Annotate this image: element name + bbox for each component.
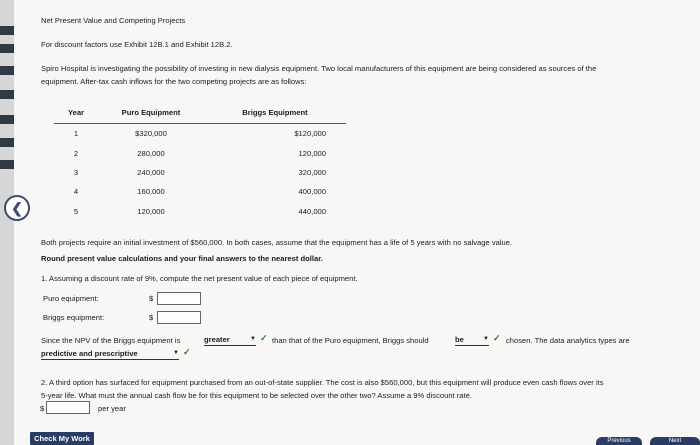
col-puro: Puro Equipment xyxy=(98,108,204,124)
previous-button[interactable] xyxy=(596,437,642,445)
back-button[interactable] xyxy=(4,195,30,221)
unit-label: per year xyxy=(98,404,126,413)
cell-year: 3 xyxy=(73,167,79,177)
cell-puro: 280,000 xyxy=(137,148,165,158)
table-row xyxy=(54,182,346,201)
cell-briggs: 120,000 xyxy=(298,148,326,158)
briggs-label: Briggs equipment: xyxy=(43,313,105,322)
briggs-npv-input[interactable] xyxy=(157,311,201,324)
table-row xyxy=(54,124,346,144)
chevron-left-icon: ❮ xyxy=(11,199,23,216)
cell-puro: 120,000 xyxy=(137,206,165,216)
q2-line-1: 2. A third option has surfaced for equipment purchased from an out-of-state supplier. The cost is also $560,000, but this equipment will produce even cash flows over its xyxy=(41,378,604,387)
cell-briggs: 440,000 xyxy=(298,206,326,216)
decision-dropdown[interactable] xyxy=(455,333,489,346)
comparison-dropdown[interactable] xyxy=(204,333,256,346)
previous-label: Previous xyxy=(607,438,631,444)
table-row xyxy=(54,202,346,221)
decision-value: be xyxy=(455,334,464,344)
col-year: Year xyxy=(54,108,98,124)
currency-symbol: $ xyxy=(40,404,45,413)
checkmark-icon: ✓ xyxy=(260,333,268,343)
checkmark-icon: ✓ xyxy=(183,347,191,357)
since-text-suffix: chosen. The data analytics types are xyxy=(506,336,630,345)
cell-briggs: 320,000 xyxy=(298,167,326,177)
cell-briggs: $120,000 xyxy=(294,129,326,139)
cell-puro: $320,000 xyxy=(135,129,167,139)
analytics-type-value: predictive and prescriptive xyxy=(41,348,138,358)
dropdown-arrow-icon: ▼ xyxy=(173,350,179,356)
next-button[interactable] xyxy=(650,437,700,445)
table-row xyxy=(54,163,346,182)
dropdown-arrow-icon: ▼ xyxy=(250,336,256,342)
cell-puro: 160,000 xyxy=(137,187,165,197)
check-my-work-button[interactable]: Check My Work xyxy=(30,432,94,445)
rounding-note: Round present value calculations and your final answers to the nearest dollar. xyxy=(41,254,323,263)
puro-npv-input[interactable] xyxy=(157,292,201,305)
annual-cash-flow-input[interactable] xyxy=(46,401,90,414)
next-label: Next xyxy=(668,438,682,444)
q2-line-2: 5-year life. What must the annual cash flow be for this equipment to be selected over the other two? Assume a 9% discount rate. xyxy=(41,391,472,400)
table-row xyxy=(54,143,346,162)
exhibit-note: For discount factors use Exhibit 12B.1 and Exhibit 12B.2. xyxy=(41,40,233,49)
puro-label: Puro equipment: xyxy=(43,294,99,303)
currency-symbol: $ xyxy=(149,313,154,322)
analytics-type-dropdown[interactable] xyxy=(41,347,179,360)
since-text-mid: than that of the Puro equipment, Briggs should xyxy=(272,336,429,345)
investment-note: Both projects require an initial investment of $560,000. In both cases, assume that the equipment has a life of 5 years with no salvage value. xyxy=(41,238,513,247)
comparison-value: greater xyxy=(204,334,230,344)
content-panel xyxy=(14,0,700,445)
intro-line-1: Spiro Hospital is investigating the possibility of investing in new dialysis equipment. Two local manufacturers of this equipment are being considered as sources of the xyxy=(41,64,597,73)
intro-line-2: equipment. After-tax cash inflows for the two competing projects are as follows: xyxy=(41,77,307,86)
page-title: Net Present Value and Competing Projects xyxy=(41,16,186,25)
checkmark-icon: ✓ xyxy=(493,333,501,343)
cash-flow-table xyxy=(54,108,346,221)
cell-year: 1 xyxy=(73,129,79,139)
cell-year: 5 xyxy=(73,206,79,216)
since-text-prefix: Since the NPV of the Briggs equipment is xyxy=(41,336,181,345)
table-header-row xyxy=(54,108,346,124)
col-briggs: Briggs Equipment xyxy=(204,108,346,124)
cell-puro: 240,000 xyxy=(137,167,165,177)
q1-prompt: 1. Assuming a discount rate of 9%, compute the net present value of each piece of equipment. xyxy=(41,274,358,283)
dropdown-arrow-icon: ▼ xyxy=(483,336,489,342)
cell-year: 2 xyxy=(73,148,79,158)
currency-symbol: $ xyxy=(149,294,154,303)
cell-year: 4 xyxy=(73,187,79,197)
cell-briggs: 400,000 xyxy=(298,187,326,197)
